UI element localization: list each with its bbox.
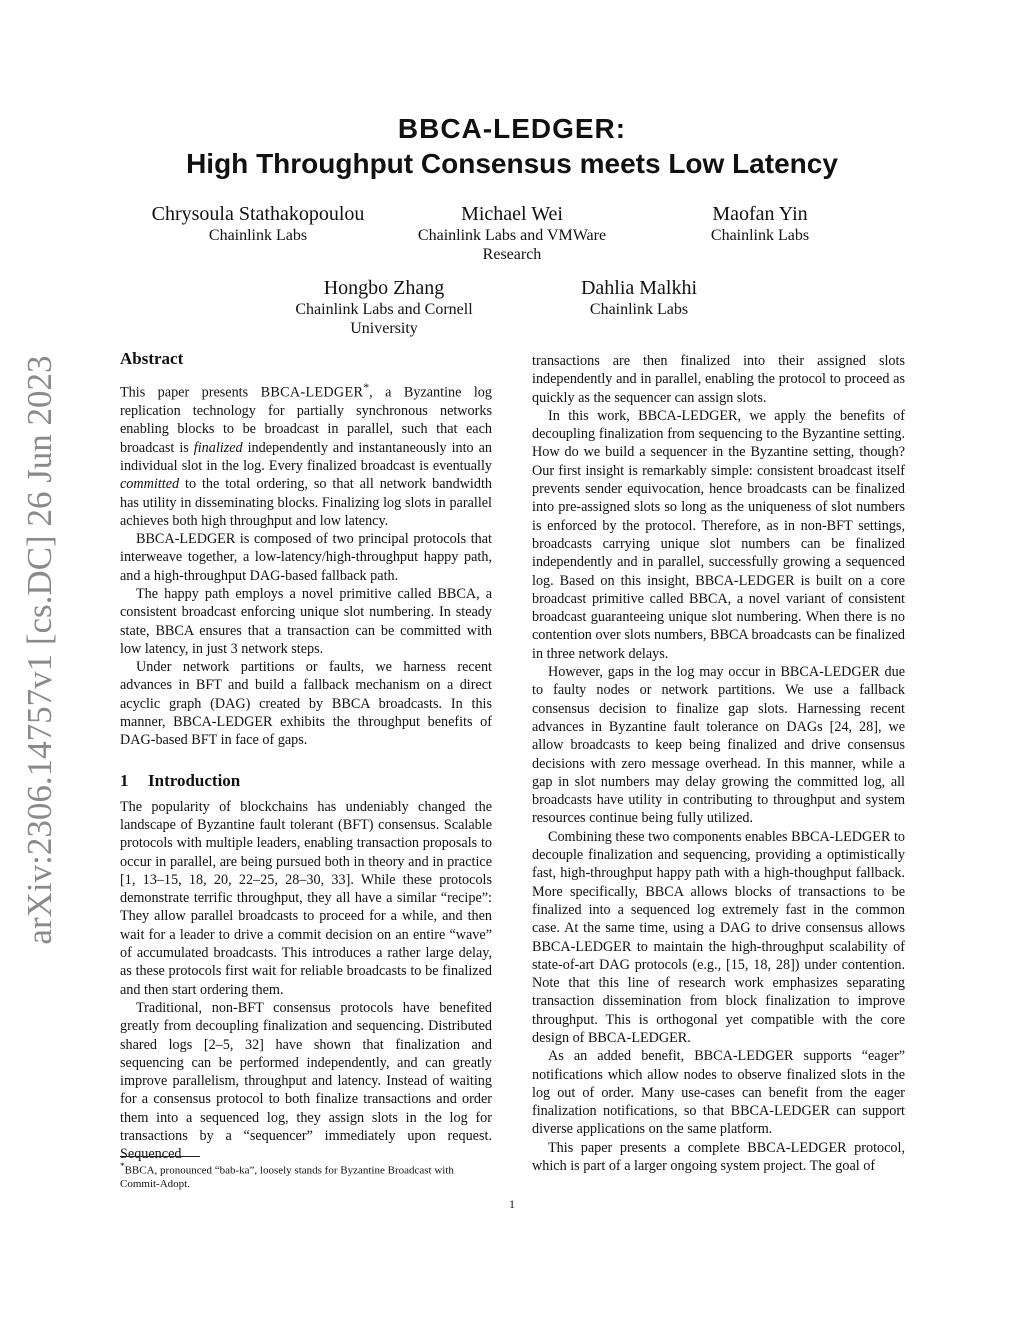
intro-paragraph-4: However, gaps in the log may occur in BBCA-LEDGER due to faulty nodes or network partitions. We use a fallback consensus decision to finalize gap slots. Harnessing recent advances in Byzantine fault tolerance on DAGs [24, 28], we allow broadcasts to keep being finalized and drive consensus decisions with zero message overhead. In this manner, while a gap in slot numbers may delay growing the committed log, all broadcasts have utility in contributing to throughput and system resources continue being fully utilized. (532, 664, 905, 827)
title-line-1: BBCA-LEDGER: (397, 113, 627, 144)
author-affiliation: Chainlink Labs (208, 227, 308, 244)
author-affiliation: Chainlink Labs and Cornell (295, 301, 473, 318)
author-affiliation-cont: Research (482, 246, 542, 263)
author-name: Maofan Yin (712, 203, 808, 225)
author-name: Hongbo Zhang (323, 277, 445, 299)
arxiv-identifier: arXiv:2306.14757v1 [cs.DC] 26 Jun 2023 (20, 355, 59, 945)
intro-paragraph-5: Combining these two components enables BBCA-LEDGER to decouple finalization and sequencing, providing a optimistically fast, high-throughput happy path with a high-thoughput fallback. More specifically, BBCA allows blocks of transactions to be finalized into a sequenced log extremely fast in the common case. At the same time, using a DAG to drive consensus allows BBCA-LEDGER to maintain the high-throughput scalability of state-of-art DAG protocols (e.g., [15, 18, 28]) under contention. Note that this line of research work emphasizes separating transaction dissemination from block finalization to improve throughput. This is orthogonal yet compatible with the core design of BBCA-LEDGER. (532, 828, 906, 1046)
author-malkhi (559, 276, 719, 319)
section-heading-introduction (120, 770, 492, 792)
footnote-text: BBCA, pronounced “bab-ka”, loosely stands for Byzantine Broadcast with Commit-Adopt. (120, 1164, 454, 1190)
author-name: Chrysoula Stathakopoulou (151, 203, 365, 225)
author-affiliation-cont: University (350, 320, 418, 337)
intro-paragraph-3: In this work, BBCA-LEDGER, we apply the benefits of decoupling finalization from sequencing to the Byzantine setting. How do we build a sequencer in the Byzantine setting, though? Our first insight is remarkably simple: consistent broadcast itself prevents sender equivocation, hence broadcasts can be finalized into pre-assigned slots so long as the uniqueness of slot numbers is enforced by the protocol. Therefore, as in non-BFT settings, broadcasts carrying unique slot numbers can be finalized independently and in parallel, successfully growing a sequenced log. Based on this insight, BBCA-LEDGER is built on a core broadcast primitive called BBCA, a novel variant of consistent broadcast guaranteeing unique slot numbering. When there is no contention over slots numbers, BBCA broadcasts can be finalized in three network delays. (532, 407, 905, 662)
footnote-marker: * (120, 1161, 125, 1171)
footnote (120, 1160, 492, 1191)
abstract-paragraph-4: Under network partitions or faults, we harness recent advances in BFT and build a fallback mechanism on a direct acyclic graph (DAG) created by BBCA broadcasts. In this manner, BBCA-LEDGER exhibits the throughput benefits of DAG-based BFT in face of gaps. (120, 659, 492, 749)
intro-paragraph-1: The popularity of blockchains has undeniably changed the landscape of Byzantine fault tolerant (BFT) consensus. Scalable protocols with multiple leaders, enabling transaction proposals to occur in parallel, are being pursued both in theory and in practice [1, 13–15, 18, 20, 22–25, 28–30, 33]. While these protocols demonstrate terrific throughput, they all have a similar “recipe”: They allow parallel broadcasts to proceed for a while, and then wait for a leader to drive a commit decision on an entire “wave” of accumulated broadcasts. This introduces a rather large delay, as these protocols first wait for reliable broadcasts to be finalized and then start ordering them. (120, 798, 492, 998)
abstract-paragraph-2: BBCA-LEDGER is composed of two principal protocols that interweave together, a low-latency/high-throughput happy path, and a high-throughput DAG-based fallback path. (120, 531, 492, 584)
author-affiliation: Chainlink Labs and VMWare (417, 227, 607, 244)
section-number: 1 (120, 770, 129, 790)
section-title: Introduction (148, 770, 241, 790)
author-wei (392, 202, 632, 264)
intro-paragraph-2-cont: transactions are then finalized into their assigned slots independently and in parallel, enabling the protocol to proceed as quickly as the sequencer can assign slots. (532, 353, 905, 406)
right-column (532, 352, 905, 1175)
page-number: 1 (509, 1197, 515, 1211)
paper-title (0, 112, 1024, 182)
author-zhang (274, 276, 494, 338)
abstract-paragraph-3: The happy path employs a novel primitive called BBCA, a consistent broadcast enforcing unique slot numbering. In steady state, BBCA ensures that a transaction can be committed with low latency, in just 3 network steps. (120, 586, 492, 657)
abstract-paragraph-1: This paper presents BBCA-LEDGER*, a Byzantine log replication technology for partially synchronous networks enabling blocks to be broadcast in parallel, such that each broadcast is finalized independently and instantaneously into an individual slot in the log. Every finalized broadcast is eventually committed to the total ordering, so that all network bandwidth has utility in disseminating blocks. Finalizing log slots in parallel achieves both high throughput and low latency. (120, 380, 492, 529)
author-affiliation: Chainlink Labs (710, 227, 810, 244)
intro-paragraph-2: Traditional, non-BFT consensus protocols have benefited greatly from decoupling finalization and sequencing. Distributed shared logs [2–5, 32] have shown that finalization and sequencing can be performed independently, and can greatly improve parallelism, throughput and latency. Instead of waiting for a consensus protocol to both finalize transactions and order them into a sequenced log, they assign slots in the log for transactions by a “sequencer” immediately upon request. Sequenced (120, 999, 492, 1163)
author-name: Michael Wei (461, 203, 563, 225)
author-affiliation: Chainlink Labs (589, 301, 689, 318)
system-name: BBCA-LEDGER (260, 384, 364, 401)
footnote-divider (120, 1156, 200, 1157)
footnote-marker: * (363, 380, 370, 394)
intro-paragraph-6: As an added benefit, BBCA-LEDGER supports “eager” notifications which allow nodes to observe finalized slots in the log out of order. Many use-cases can benefit from the eager finalization notifications, so that BBCA-LEDGER can support diverse applications on the same platform. (532, 1048, 905, 1138)
author-name: Dahlia Malkhi (580, 277, 698, 299)
left-column (120, 348, 492, 1164)
author-stathakopoulou (130, 202, 386, 245)
abstract-heading: Abstract (120, 349, 184, 368)
intro-paragraph-7: This paper presents a complete BBCA-LEDGER protocol, which is part of a larger ongoing system project. The goal of (532, 1139, 905, 1175)
title-line-2: High Throughput Consensus meets Low Latency (186, 148, 838, 179)
author-yin (680, 202, 840, 245)
